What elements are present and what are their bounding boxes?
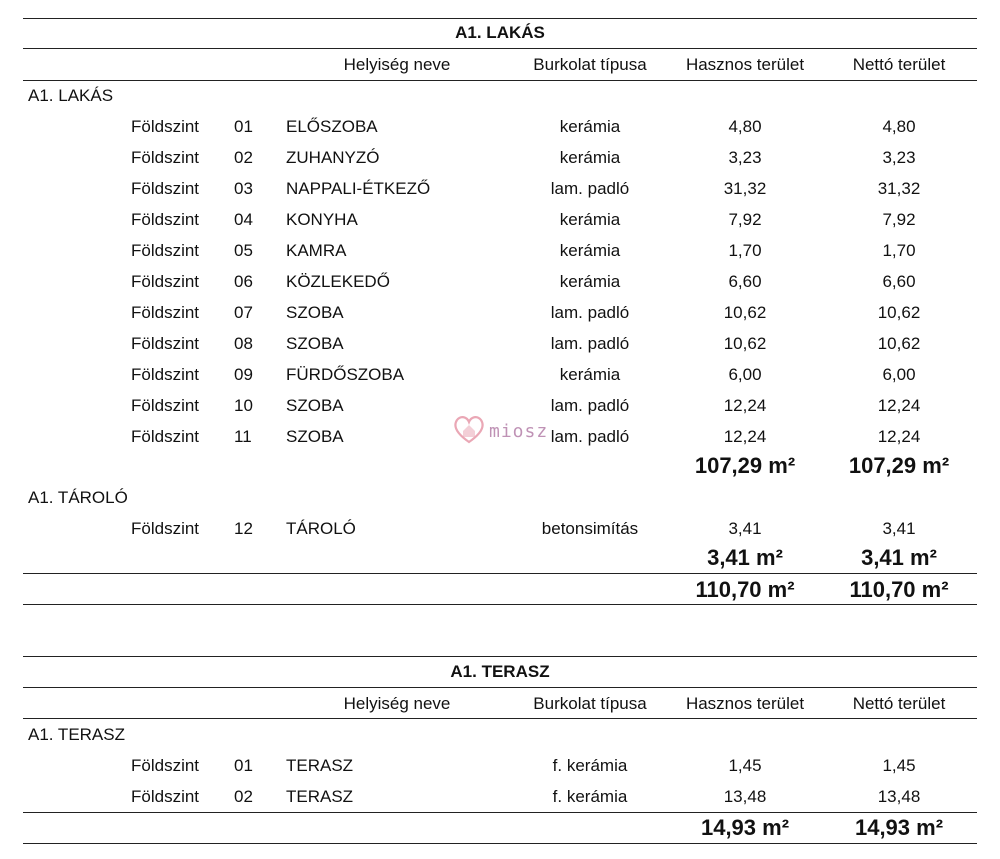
floor-cell: Földszint — [131, 210, 200, 229]
room-name-cell: ELŐSZOBA — [286, 117, 378, 136]
table-top-rule — [23, 656, 977, 657]
net-area-cell: 3,41 — [882, 519, 916, 538]
col-header-useful-area: Hasznos terület — [685, 55, 805, 74]
room-number-cell: 04 — [234, 210, 253, 229]
useful-area-cell: 1,45 — [728, 756, 762, 775]
net-area-cell: 3,23 — [882, 148, 916, 167]
col-header-finish-type: Burkolat típusa — [533, 55, 647, 74]
useful-area-cell: 6,60 — [728, 272, 762, 291]
finish-cell: kerámia — [559, 272, 621, 291]
room-name-cell: FÜRDŐSZOBA — [286, 365, 405, 384]
finish-cell: lam. padló — [550, 334, 630, 353]
finish-cell: kerámia — [559, 241, 621, 260]
floor-cell: Földszint — [131, 241, 200, 260]
total-useful-area: 14,93 m² — [700, 815, 790, 840]
room-name-cell: KÖZLEKEDŐ — [286, 272, 390, 291]
total-net-area: 110,70 m² — [849, 577, 949, 602]
col-header-room-name: Helyiség neve — [343, 694, 451, 713]
finish-cell: kerámia — [559, 210, 621, 229]
room-number-cell: 09 — [234, 365, 253, 384]
useful-area-cell: 31,32 — [723, 179, 767, 198]
useful-area-cell: 12,24 — [723, 427, 767, 446]
group-label: A1. TERASZ — [28, 725, 125, 744]
col-header-finish-type: Burkolat típusa — [533, 694, 647, 713]
useful-area-cell: 7,92 — [728, 210, 762, 229]
net-area-cell: 12,24 — [877, 396, 921, 415]
net-area-cell: 31,32 — [877, 179, 921, 198]
useful-area-cell: 1,70 — [728, 241, 762, 260]
table-bottom-rule — [23, 843, 977, 844]
useful-area-cell: 10,62 — [723, 303, 767, 322]
heart-house-logo-icon — [452, 414, 486, 449]
finish-cell: lam. padló — [550, 427, 630, 446]
group-label: A1. LAKÁS — [28, 86, 114, 105]
useful-area-cell: 3,41 — [728, 519, 762, 538]
finish-cell: kerámia — [559, 148, 621, 167]
section-title: A1. LAKÁS — [455, 23, 545, 42]
room-name-cell: SZOBA — [286, 303, 344, 322]
floor-cell: Földszint — [131, 148, 200, 167]
room-name-cell: ZUHANYZÓ — [286, 148, 380, 167]
subtotal-net-area: 3,41 m² — [861, 545, 937, 570]
room-number-cell: 02 — [234, 148, 253, 167]
floor-cell: Földszint — [131, 334, 200, 353]
room-number-cell: 07 — [234, 303, 253, 322]
col-header-room-name: Helyiség neve — [343, 55, 451, 74]
room-name-cell: TÁROLÓ — [286, 519, 356, 538]
room-name-cell: NAPPALI-ÉTKEZŐ — [286, 179, 431, 198]
room-number-cell: 08 — [234, 334, 253, 353]
room-number-cell: 01 — [234, 756, 253, 775]
room-number-cell: 06 — [234, 272, 253, 291]
useful-area-cell: 10,62 — [723, 334, 767, 353]
net-area-cell: 6,00 — [882, 365, 916, 384]
total-useful-area: 110,70 m² — [695, 577, 795, 602]
room-number-cell: 10 — [234, 396, 253, 415]
section-title: A1. TERASZ — [450, 662, 550, 681]
watermark — [452, 414, 548, 449]
table-rule — [23, 48, 977, 49]
room-name-cell: KAMRA — [286, 241, 347, 260]
table-rule — [23, 718, 977, 719]
finish-cell: f. kerámia — [552, 756, 628, 775]
room-number-cell: 05 — [234, 241, 253, 260]
table-bottom-rule — [23, 604, 977, 605]
room-name-cell: SZOBA — [286, 334, 344, 353]
floor-cell: Földszint — [131, 427, 200, 446]
useful-area-cell: 13,48 — [723, 787, 767, 806]
table-rule — [23, 687, 977, 688]
total-rule — [23, 812, 977, 813]
floor-cell: Földszint — [131, 117, 200, 136]
floor-cell: Földszint — [131, 519, 200, 538]
col-header-net-area: Nettó terület — [852, 55, 946, 74]
room-number-cell: 12 — [234, 519, 253, 538]
room-name-cell: TERASZ — [286, 787, 354, 806]
watermark-text: miosz — [489, 421, 549, 442]
col-header-net-area: Nettó terület — [852, 694, 946, 713]
floor-cell: Földszint — [131, 365, 200, 384]
finish-cell: lam. padló — [550, 303, 630, 322]
table-rule — [23, 80, 977, 81]
floor-cell: Földszint — [131, 303, 200, 322]
net-area-cell: 1,70 — [882, 241, 916, 260]
room-number-cell: 11 — [234, 427, 252, 446]
col-header-useful-area: Hasznos terület — [685, 694, 805, 713]
finish-cell: kerámia — [559, 117, 621, 136]
subtotal-useful-area: 3,41 m² — [707, 545, 783, 570]
room-number-cell: 01 — [234, 117, 253, 136]
subtotal-useful-area: 107,29 m² — [694, 453, 796, 478]
useful-area-cell: 6,00 — [728, 365, 762, 384]
room-name-cell: SZOBA — [286, 427, 344, 446]
useful-area-cell: 4,80 — [728, 117, 762, 136]
room-name-cell: KONYHA — [286, 210, 358, 229]
room-name-cell: TERASZ — [286, 756, 354, 775]
room-name-cell: SZOBA — [286, 396, 344, 415]
finish-cell: f. kerámia — [552, 787, 628, 806]
total-net-area: 14,93 m² — [854, 815, 944, 840]
table-top-rule — [23, 18, 977, 19]
net-area-cell: 12,24 — [877, 427, 921, 446]
floor-cell: Földszint — [131, 787, 200, 806]
useful-area-cell: 12,24 — [723, 396, 767, 415]
floor-cell: Földszint — [131, 756, 200, 775]
finish-cell: lam. padló — [550, 396, 630, 415]
floor-cell: Földszint — [131, 396, 200, 415]
finish-cell: kerámia — [559, 365, 621, 384]
floor-cell: Földszint — [131, 272, 200, 291]
total-rule — [23, 573, 977, 574]
room-number-cell: 03 — [234, 179, 253, 198]
net-area-cell: 4,80 — [882, 117, 916, 136]
floor-cell: Földszint — [131, 179, 200, 198]
group-label: A1. TÁROLÓ — [28, 488, 128, 507]
net-area-cell: 6,60 — [882, 272, 916, 291]
net-area-cell: 7,92 — [882, 210, 916, 229]
subtotal-net-area: 107,29 m² — [848, 453, 950, 478]
net-area-cell: 10,62 — [877, 303, 921, 322]
finish-cell: lam. padló — [550, 179, 630, 198]
net-area-cell: 1,45 — [882, 756, 916, 775]
finish-cell: betonsimítás — [541, 519, 639, 538]
net-area-cell: 13,48 — [877, 787, 921, 806]
net-area-cell: 10,62 — [877, 334, 921, 353]
useful-area-cell: 3,23 — [728, 148, 762, 167]
room-number-cell: 02 — [234, 787, 253, 806]
